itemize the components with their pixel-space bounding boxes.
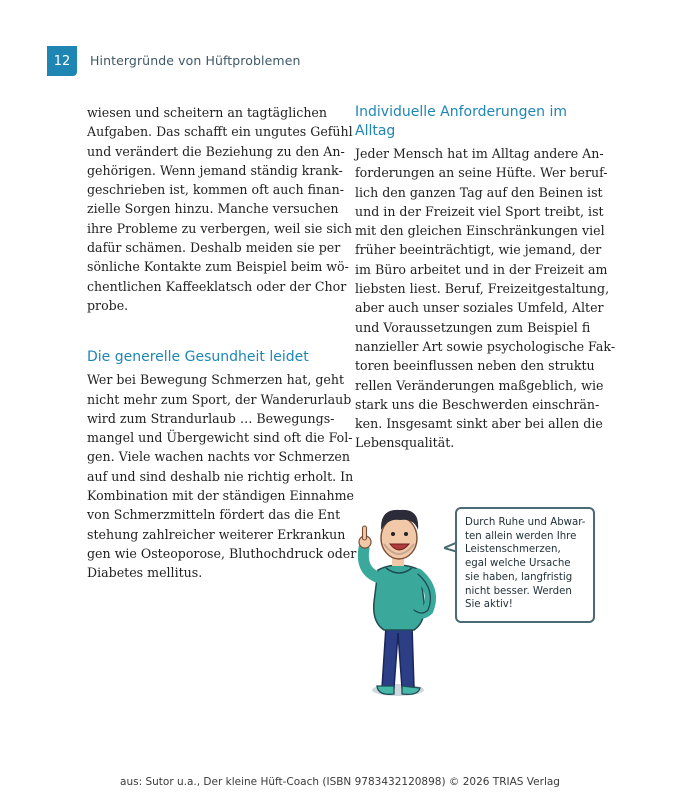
text-line: sönliche Kontakte zum Beispiel beim wö- — [87, 259, 349, 275]
heading-line: Alltag — [355, 123, 396, 139]
text-line: und in der Freizeit viel Sport treibt, ist — [355, 203, 604, 219]
section-heading: Die generelle Gesundheit leidet — [87, 349, 309, 366]
text-line: wiesen und scheitern an tagtäglichen — [87, 105, 328, 120]
text-line: chentlichen Kaffeeklatsch oder der Chor — [87, 278, 347, 294]
text-line: stehung zahlreicher weiterer Erkrankun — [87, 526, 346, 542]
text-line: von Schmerzmitteln fördert das die Ent — [87, 507, 341, 523]
text-line: toren beeinflussen neben den struktu — [355, 358, 595, 374]
text-line: nicht mehr zum Sport, der Wanderurlaub — [87, 391, 352, 407]
text-line: liebsten liest. Beruf, Freizeitgestaltung, — [355, 281, 610, 297]
text-line: Wer bei Bewegung Schmerzen hat, geht — [87, 372, 345, 388]
text-line: Aufgaben. Das schafft ein ungutes Gefühl — [87, 124, 353, 140]
text-line: ken. Insgesamt sinkt aber bei allen die — [355, 416, 603, 432]
text-line: und Voraussetzungen zum Beispiel fi — [355, 319, 591, 335]
text-line: geschrieben ist, kommen oft auch finan- — [87, 182, 344, 198]
text-line: auf und sind deshalb nie richtig erholt. In — [87, 468, 354, 484]
bubble-line: Leistenschmerzen, — [465, 544, 561, 556]
text-line: mangel und Übergewicht sind oft die Fol- — [87, 430, 353, 446]
text-line: Diabetes mellitus. — [87, 565, 203, 581]
text-line: zielle Sorgen hinzu. Manche versuchen — [87, 201, 339, 217]
text-line: Kombination mit der ständigen Einnahme — [87, 488, 354, 504]
paragraph-health — [87, 370, 357, 582]
paragraph-intro — [87, 103, 353, 315]
text-line: wird zum Strandurlaub … Bewegungs- — [87, 410, 335, 426]
running-head: Hintergründe von Hüftproblemen — [90, 53, 301, 68]
bubble-line: Durch Ruhe und Abwar- — [465, 517, 586, 528]
text-line: im Büro arbeitet und in der Freizeit am — [355, 261, 608, 277]
bubble-line: nicht besser. Werden — [465, 585, 572, 597]
text-line: aber auch unser soziales Umfeld, Alter — [355, 300, 604, 316]
right-column — [355, 103, 616, 453]
page-number: 12 — [47, 46, 77, 76]
left-column — [87, 103, 357, 583]
paragraph-requirements — [355, 144, 616, 453]
section-heading — [355, 103, 600, 141]
heading-line: Individuelle Anforderungen im — [355, 104, 567, 120]
text-line: mit den gleichen Einschränkungen viel — [355, 223, 605, 239]
text-line: gehörigen. Wenn jemand ständig krank- — [87, 162, 343, 178]
bubble-line: Sie aktiv! — [465, 599, 513, 611]
text-line: rellen Veränderungen maßgeblich, wie — [355, 377, 604, 393]
text-line: lich den ganzen Tag auf den Beinen ist — [355, 184, 603, 200]
text-line: Jeder Mensch hat im Alltag andere An- — [355, 146, 604, 161]
text-line: und verändert die Beziehung zu den An- — [87, 143, 345, 159]
bubble-line: egal welche Ursache — [465, 558, 571, 570]
text-line: früher beeinträchtigt, wie jemand, der — [355, 242, 602, 258]
speech-bubble — [455, 507, 595, 623]
text-line: gen. Viele wachen nachts vor Schmerzen — [87, 449, 350, 465]
text-line: stark uns die Beschwerden einschrän- — [355, 396, 600, 412]
text-line: dafür schämen. Deshalb meiden sie per — [87, 240, 341, 256]
text-line: Lebensqualität. — [355, 435, 455, 451]
text-line: ihre Probleme zu verbergen, weil sie sich — [87, 220, 353, 236]
bubble-line: sie haben, langfristig — [465, 571, 573, 583]
text-line: forderungen an seine Hüfte. Wer beruf- — [355, 165, 608, 181]
text-line: nanzieller Art sowie psychologische Fak- — [355, 338, 616, 354]
text-line: gen wie Osteoporose, Bluthochdruck oder — [87, 545, 357, 561]
text-line: probe. — [87, 297, 129, 313]
bubble-line: ten allein werden Ihre — [465, 530, 577, 542]
copyright-footer: aus: Sutor u.a., Der kleine Hüft-Coach (ISBN 9783432120898) © 2026 TRIAS Verlag — [120, 776, 560, 788]
